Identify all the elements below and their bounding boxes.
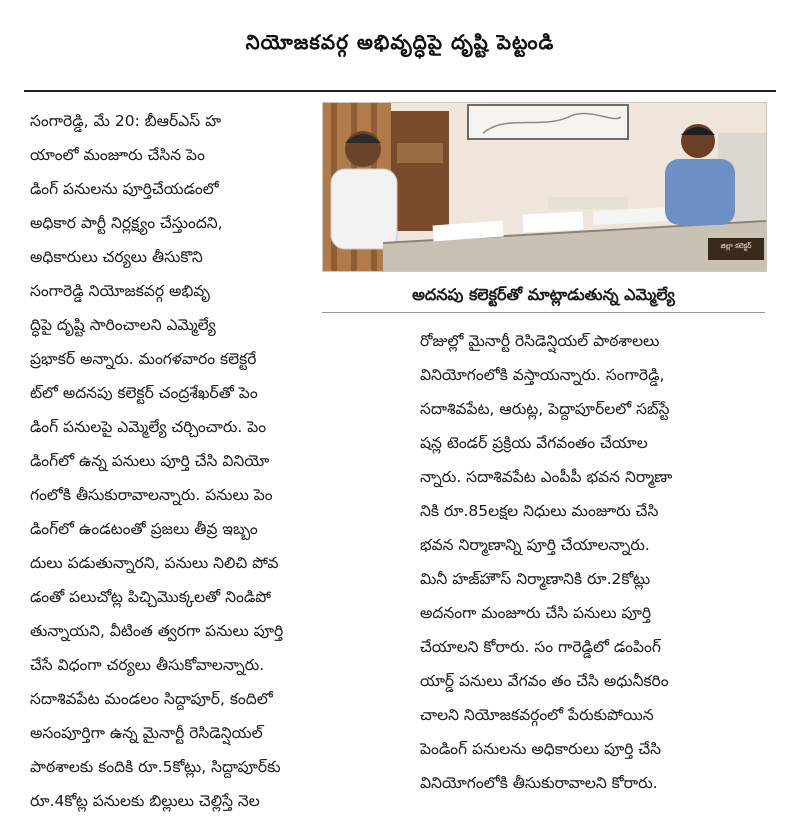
article-line: అసంపూర్తిగా ఉన్న మైనార్టీ రెసిడెన్షియల్	[30, 724, 263, 742]
article-line: చేసే విధంగా చర్యలు తీసుకోవాలన్నారు.	[30, 656, 265, 674]
article-line: సంగారెడ్డి, మే 20: బీఆర్ఎస్ హ	[30, 112, 222, 130]
article-line: పాఠశాలకు కందికి రూ.5కోట్లు, సిద్దాపూర్‌కు	[30, 758, 281, 776]
article-line: వినియోగంలోకి వస్తాయన్నారు. సంగారెడ్డి,	[420, 366, 665, 384]
article-line: ట్‌లో అదనపు కలెక్టర్ చంద్రశేఖర్‌తో పెం	[30, 384, 258, 402]
article-line: యార్డ్ పనులు వేగవం తం చేసి అధునీకరిం	[420, 672, 669, 690]
article-line: రోజుల్లో మైనార్టీ రెసిడెన్షియల్ పాఠశాలలు	[420, 332, 660, 350]
article-line: పెండింగ్ పనులను అధికారులు పూర్తి చేసి	[420, 740, 662, 758]
news-photo	[322, 102, 767, 272]
article-line: ప్రభాకర్ అన్నారు. మంగళవారం కలెక్టరే	[30, 350, 257, 368]
article-line: డింగ్‌లో ఉండటంతో ప్రజలు తీవ్ర ఇబ్బం	[30, 520, 258, 538]
article-line: డంతో పలుచోట్ల పిచ్చిమొక్కలతో నిండిపో	[30, 588, 272, 606]
article-line: దులు పడుతున్నారని, పనులు నిలిచి పోవ	[30, 554, 279, 572]
article-line: మినీ హజ్‌హౌస్ నిర్మాణానికి రూ.2కోట్లు	[420, 570, 651, 588]
article-line: నికి రూ.85లక్షల నిధులు మంజూరు చేసి	[420, 502, 659, 520]
article-line: సదాశివపేట మండలం సిద్దాపూర్, కందిలో	[30, 690, 273, 708]
article-line: అధికారులు చర్యలు తీసుకొని	[30, 248, 203, 266]
article-line: ద్ధిపై దృష్టి సారించాలని ఎమ్మెల్యే	[30, 316, 216, 334]
article-line: సంగారెడ్డి నియోజకవర్గ అభివృ	[30, 282, 210, 300]
headline-rule	[24, 90, 776, 92]
article-left-column	[30, 104, 330, 818]
article-line: తున్నాయని, వీటింత త్వరగా పనులు పూర్తి	[30, 622, 284, 640]
article-line: చాలని నియోజకవర్గంలో పేరుకుపోయిన	[420, 706, 654, 724]
article-line: గంలోకి తీసుకురావాలన్నారు. పనులు పెం	[30, 486, 273, 504]
article-right-column	[420, 324, 775, 800]
article-line: డింగ్ పనులపై ఎమ్మెల్యే చర్చించారు. పెం	[30, 418, 267, 436]
article-line: షన్ల టెండర్ ప్రక్రియ వేగవంతం చేయాల	[420, 434, 648, 452]
photo-illustration	[323, 103, 766, 271]
article-line: అధికార పార్టీ నిర్లక్ష్యం చేస్తుందని,	[30, 214, 223, 232]
article-line: డింగ్‌లో ఉన్న పనులు పూర్తి చేసి వినియో	[30, 452, 270, 470]
article-line: వినియోగంలోకి తీసుకురావాలని కోరారు.	[420, 774, 658, 792]
name-plate-text: జిల్లా కలెక్టర్	[720, 242, 752, 250]
article-line: యాంలో మంజూరు చేసిన పెం	[30, 146, 205, 164]
article-line: భవన నిర్మాణాన్ని పూర్తి చేయాలన్నారు.	[420, 536, 650, 554]
photo-caption: అదనపు కలెక్టర్‌తో మాట్లాడుతున్న ఎమ్మెల్యే	[322, 278, 765, 313]
article-line: డింగ్ పనులను పూర్తిచేయడంలో	[30, 180, 219, 198]
article-line: చేయాలని కోరారు. సం గారెడ్డిలో డంపింగ్	[420, 638, 661, 656]
article-line: సదాశివపేట, ఆరుట్ల, పెద్దాపూర్‌లలో సబ్‌స్టే	[420, 400, 670, 418]
article-line: అదనంగా మంజూరు చేసి పనులు పూర్తి	[420, 604, 652, 622]
article-line: రూ.4కోట్ల పనులకు బిల్లులు చెల్లిస్తే నెల	[30, 792, 260, 810]
article-line: న్నారు. సదాశివపేట ఎంపీపీ భవన నిర్మాణా	[420, 468, 673, 486]
headline: నియోజకవర్గ అభివృద్ధిపై దృష్టి పెట్టండి	[245, 29, 555, 54]
